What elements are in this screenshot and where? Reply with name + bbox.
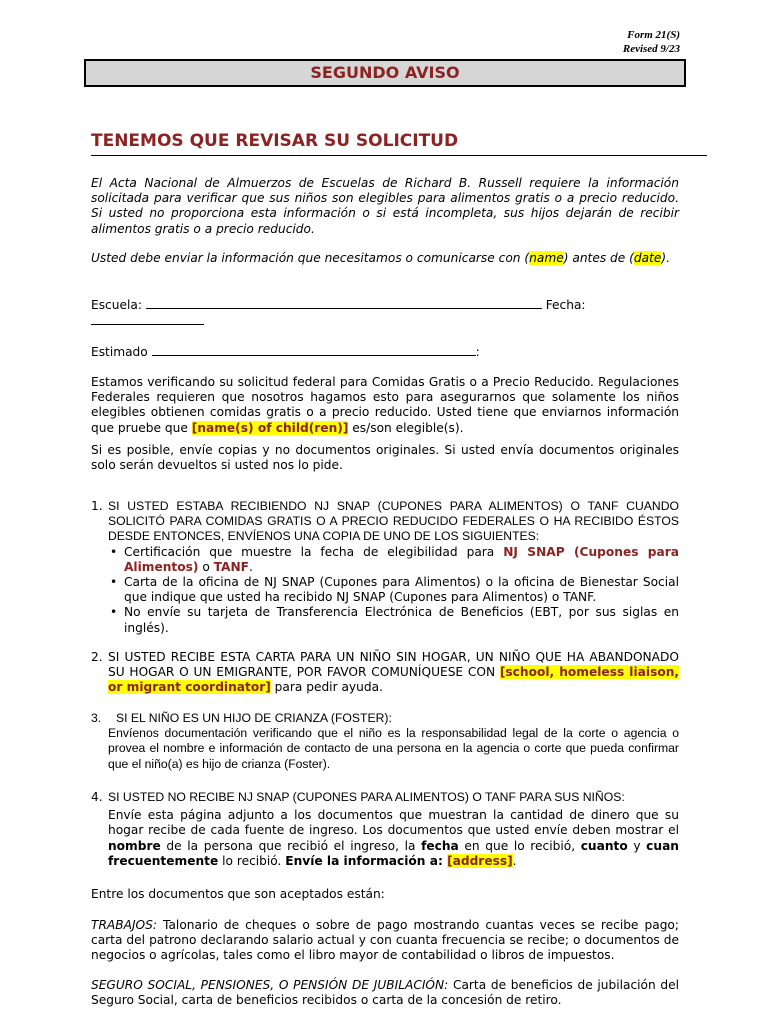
bullet-3-text: No envíe su tarjeta de Transferencia Electrónica de Beneficios (EBT, por sus siglas en inglés).	[124, 605, 679, 635]
salutation-line	[91, 344, 679, 360]
item-4-text-4: y	[627, 838, 647, 853]
item-3	[91, 711, 679, 772]
item-1-heading: SI USTED ESTABA RECIBIENDO NJ SNAP (CUPONES PARA ALIMENTOS) O TANF CUANDO SOLICITÓ PARA COMIDAS GRATIS O A PRECIO REDUCIDO FEDERALES O HA RECIBIDO ÉSTOS DESDE ENTONCES, ENVÍENOS UNA COPIA DE UNO DE LOS SIGUIENTES:	[108, 499, 679, 544]
accepted-docs-intro: Entre los documentos que son aceptados están:	[91, 887, 385, 901]
bullet-icon: •	[110, 544, 118, 559]
item-3-body: Envíenos documentación verificando que el niño es la responsabilidad legal de la corte o agencia o provea el nombre e información de contacto de una persona en la agencia o corte que pueda confirmar que el niño(a) es hijo de crianza (Foster).	[108, 726, 679, 771]
item-3-number: 3.	[91, 711, 102, 725]
item-4-text-2: de la persona que recibió el ingreso, la	[160, 838, 422, 853]
school-date-line	[91, 297, 679, 313]
social-security-text: Carta de beneficios de jubilación del Seguro Social, carta de beneficios recibidos o carta de la concesión de retiro.	[91, 978, 680, 1008]
item-1-number: 1.	[91, 499, 103, 513]
item-4-text-6: .	[512, 853, 517, 868]
snap-highlight: NJ SNAP (Cupones para Alimentos)	[124, 544, 679, 574]
item-1-bullet-1	[108, 545, 679, 575]
contact-name-field: name	[529, 251, 564, 265]
item-2-number: 2.	[91, 650, 103, 664]
date-blank	[91, 314, 204, 325]
tanf-highlight: TANF	[213, 559, 249, 574]
bullet-1-post: .	[249, 559, 253, 574]
notice-banner: SEGUNDO AVISO	[84, 59, 686, 87]
item-4-nombre: nombre	[108, 838, 161, 853]
item-2-pre: SI USTED RECIBE ESTA CARTA PARA UN NIÑO SIN HOGAR, UN NIÑO QUE HA ABANDONADO SU HOGAR O UN EMIGRANTE, POR FAVOR COMUNÍQUESE CON	[108, 650, 679, 680]
item-4-body	[108, 808, 679, 869]
salutation-colon: :	[475, 345, 480, 359]
salutation-label: Estimado	[91, 345, 148, 359]
child-names-field: [name(s) of child(ren)]	[191, 420, 349, 435]
deadline-post: ).	[661, 251, 671, 265]
deadline-pre: Usted debe enviar la información que necesitamos o comunicarse con (	[91, 251, 530, 265]
bullet-1-pre: Certificación que muestre la fecha de elegibilidad para	[124, 544, 504, 559]
verify-post: es/son elegible(s).	[348, 420, 464, 435]
jobs-label: TRABAJOS:	[91, 918, 157, 932]
bullet-2-text: Carta de la oficina de NJ SNAP (Cupones para Alimentos) o la oficina de Bienestar Social que indique que usted ha recibido NJ SNAP (Cupones para Alimentos) o TANF.	[124, 575, 679, 605]
address-field: [address]	[447, 853, 513, 868]
deadline-date-field: date	[633, 251, 662, 265]
bullet-icon: •	[110, 575, 118, 590]
item-4-frecuencia: cuan frecuentemente	[108, 838, 679, 868]
item-2	[91, 650, 679, 696]
item-4-send-to: Envíe la información a:	[285, 853, 448, 868]
page-title: TENEMOS QUE REVISAR SU SOLICITUD	[91, 130, 707, 156]
form-number-block	[600, 28, 680, 56]
date-label: Fecha:	[545, 298, 586, 312]
contact-person-field: [school, homeless liaison, or migrant coordinator]	[108, 665, 680, 695]
form-number: Form 21(S)	[627, 29, 680, 41]
item-1-bullet-3	[108, 605, 679, 635]
revision-date: Revised 9/23	[622, 43, 680, 55]
bullet-icon: •	[110, 605, 118, 620]
item-4-text-5: lo recibió.	[218, 853, 286, 868]
item-2-body	[108, 650, 679, 696]
copies-paragraph: Si es posible, envíe copias y no documentos originales. Si usted envía documentos originales solo serán devueltos si usted nos lo pide.	[91, 443, 679, 473]
item-2-post: para pedir ayuda.	[270, 680, 383, 695]
item-4-heading: SI USTED NO RECIBE NJ SNAP (CUPONES PARA ALIMENTOS) O TANF PARA SUS NIÑOS:	[108, 790, 625, 804]
jobs-text: Talonario de cheques o sobre de pago mostrando cuantas veces se recibe pago; carta del patrono declarando salario actual y con cuanta frecuencia se recibe; o documentos de negocios o agrícolas, tales como el libro mayor de contabilidad o libros de impuestos.	[91, 918, 679, 963]
item-1	[91, 499, 679, 636]
deadline-paragraph	[91, 251, 679, 266]
verify-pre: Estamos verificando su solicitud federal para Comidas Gratis o a Precio Reducido. Regulaciones Federales requieren que nosotros hagamos esto para asegurarnos que solamente los niños elegibles obtienen comidas gratis o a precio reducido. Usted tiene que enviarnos información que pruebe que	[91, 375, 679, 435]
item-3-heading: SI EL NIÑO ES UN HIJO DE CRIANZA (FOSTER):	[116, 711, 392, 725]
bullet-1-mid: o	[198, 559, 214, 574]
item-4-text-3: en que lo recibió,	[458, 838, 581, 853]
social-security-paragraph	[91, 978, 679, 1008]
item-4-cuanto: cuanto	[580, 838, 628, 853]
deadline-mid: ) antes de (	[563, 251, 634, 265]
jobs-paragraph	[91, 918, 679, 964]
social-security-label: SEGURO SOCIAL, PENSIONES, O PENSIÓN DE JUBILACIÓN:	[91, 978, 449, 992]
school-label: Escuela:	[91, 298, 142, 312]
school-blank	[146, 297, 542, 309]
item-4-text-1: Envíe esta página adjunto a los documentos que muestran la cantidad de dinero que su hogar recibe de cada fuente de ingreso. Los documentos que usted envíe deben mostrar el	[108, 808, 679, 838]
item-4-fecha: fecha	[421, 838, 459, 853]
verify-paragraph	[91, 375, 679, 436]
salutation-blank	[152, 344, 476, 356]
intro-paragraph: El Acta Nacional de Almuerzos de Escuelas de Richard B. Russell requiere la información solicitada para verificar que sus niños son elegibles para alimentos gratis o a precio reducido. Si usted no proporciona esta información o si está incompleta, sus hijos dejarán de recibir alimentos gratis o a precio reducido.	[91, 176, 679, 236]
item-1-bullet-2	[108, 575, 679, 605]
item-4-number: 4.	[91, 790, 103, 804]
item-4	[91, 790, 679, 869]
